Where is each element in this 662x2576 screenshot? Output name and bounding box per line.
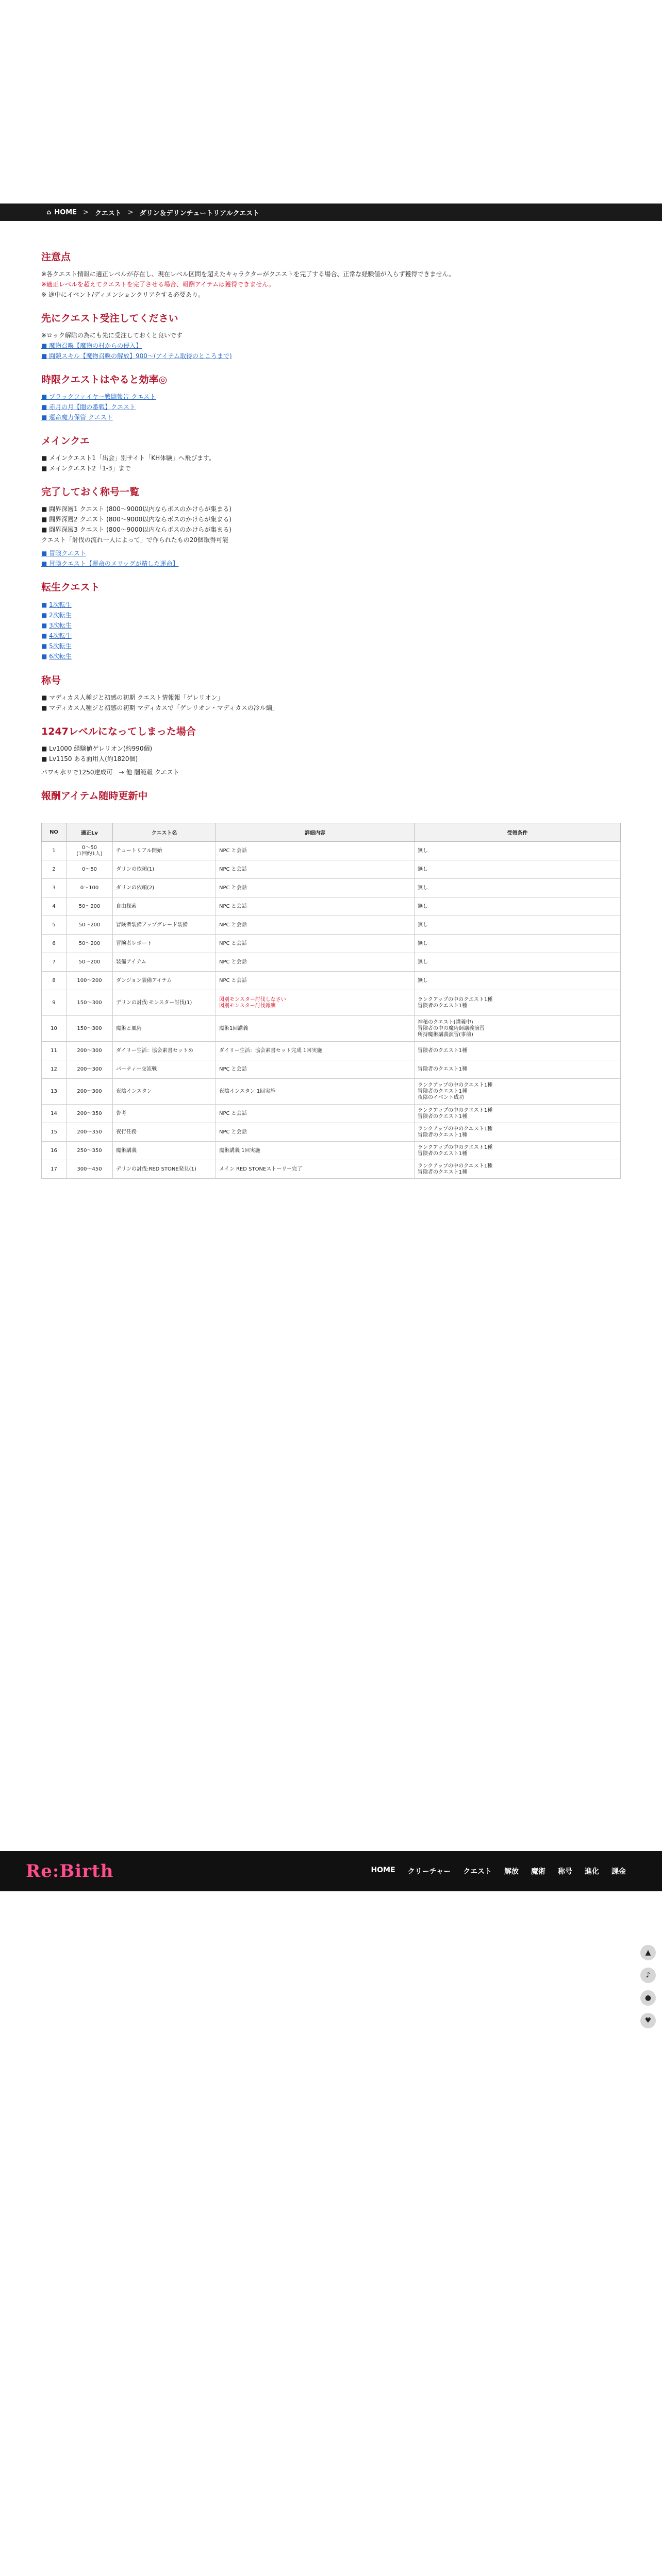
menu-quest[interactable]: クエスト	[463, 1868, 492, 1876]
cell-level: 250～350	[67, 1142, 113, 1160]
cell-quest-name[interactable]: 魔術と風術	[113, 1016, 216, 1042]
cell-level: 150～300	[67, 1016, 113, 1042]
cell-condition: ランクアップの中のクエスト1種 冒険者のクエスト1種	[415, 1160, 621, 1179]
adventure-quest-link[interactable]: ■ 冒険クエスト	[41, 550, 86, 557]
table-row	[42, 1079, 621, 1105]
cell-no: 16	[42, 1142, 67, 1160]
side-share-buttons	[640, 1945, 656, 2028]
home-icon: ⌂	[46, 208, 52, 216]
table-row	[42, 916, 621, 935]
main-quest-heading: メインクエ	[41, 435, 90, 447]
cell-level: 200～350	[67, 1105, 113, 1123]
cell-detail: 図別モンスター討伐しなさい 図別モンスター討伐報酬	[216, 990, 415, 1016]
cell-quest-name[interactable]: デリンの討伐:モンスター討伐(1)	[113, 990, 216, 1016]
complete-line[interactable]: ■ 闘界深層2 クエスト (800～9000以内ならボスのかけらが集まる)	[41, 516, 231, 523]
level-line[interactable]: パワキ水リで1250達成可 → 他 闇範報 クエスト	[41, 769, 179, 776]
table-row	[42, 1060, 621, 1079]
cell-no: 6	[42, 935, 67, 953]
cell-condition: ランクアップの中のクエスト1種 冒険者のクエスト1種 夜陰のイベント成功	[415, 1079, 621, 1105]
cell-level: 0～50 (1回約1人)	[67, 842, 113, 860]
rebirth-link[interactable]	[41, 641, 621, 651]
complete-titles-heading: 完了しておく称号一覧	[41, 486, 140, 498]
cell-no: 2	[42, 860, 67, 879]
table-row	[42, 1042, 621, 1060]
cell-condition: ランクアップの中のクエスト1種 冒険者のクエスト1種	[415, 990, 621, 1016]
cell-quest-name[interactable]: 冒険者装備アップグレード装備	[113, 916, 216, 935]
rebirth-link-text[interactable]: 1次転生	[49, 601, 72, 608]
cell-level: 50～200	[67, 953, 113, 972]
first-quest-intro: ※ロック解除の為にも先に受注しておくと良いです	[41, 332, 183, 339]
cell-level: 300～450	[67, 1160, 113, 1179]
cell-quest-name[interactable]: デリンの討伐:RED STONE発見(1)	[113, 1160, 216, 1179]
cell-no: 11	[42, 1042, 67, 1060]
cell-quest-name[interactable]: 告考	[113, 1105, 216, 1123]
table-row	[42, 842, 621, 860]
cell-condition: 無し	[415, 953, 621, 972]
cell-quest-name[interactable]: 魔術講義	[113, 1142, 216, 1160]
breadcrumb-separator: >	[127, 208, 134, 216]
reward-heading: 報酬アイテム随時更新中	[41, 790, 148, 802]
level-heading: 1247レベルになってしまった場合	[41, 726, 196, 737]
cell-detail: 魔術1回講義	[216, 1016, 415, 1042]
rebirth-link-text[interactable]: 3次転生	[49, 622, 72, 629]
cell-quest-name[interactable]: ダリンの依頼(2)	[113, 879, 216, 897]
menu-magic[interactable]: 魔術	[531, 1868, 545, 1876]
menu-release[interactable]: 解放	[504, 1868, 519, 1876]
breadcrumb-current: ダリン＆デリンチュートリアルクエスト	[139, 209, 260, 217]
quest-table-header	[42, 823, 621, 842]
rebirth-link-text[interactable]: 2次転生	[49, 612, 72, 619]
cell-condition: ランクアップの中のクエスト1種 冒険者のクエスト1種	[415, 1123, 621, 1142]
cell-detail: ダイリー生活：協会素書セット完成 1回実施	[216, 1042, 415, 1060]
rebirth-link[interactable]	[41, 631, 621, 641]
share-heart-icon[interactable]: ♥	[640, 2013, 656, 2028]
cell-quest-name[interactable]: パーティー交流戦	[113, 1060, 216, 1079]
attention-line: ※適正レベルを超えてクエストを完了させる場合、報酬アイテムは獲得できません。	[41, 281, 275, 288]
table-row	[42, 1105, 621, 1123]
cell-condition: 神秘のクエスト(講義中) 冒険者の中の魔術師講義演習 所持魔術講義演習(事前)	[415, 1016, 621, 1042]
breadcrumb-quest[interactable]: クエスト	[94, 209, 122, 217]
rebirth-link[interactable]	[41, 610, 621, 620]
table-row	[42, 1142, 621, 1160]
hero-banner	[0, 0, 662, 204]
cell-level: 50～200	[67, 916, 113, 935]
table-row	[42, 972, 621, 990]
top-navbar	[0, 1851, 662, 1891]
page-fade	[0, 1824, 662, 1851]
cell-no: 10	[42, 1016, 67, 1042]
rebirth-link[interactable]	[41, 651, 621, 662]
cell-quest-name[interactable]: ダリンの依頼(1)	[113, 860, 216, 879]
cell-condition: 冒険者のクエスト1種	[415, 1060, 621, 1079]
breadcrumb	[0, 204, 662, 221]
cell-detail: NPC と会話	[216, 1060, 415, 1079]
col-level: 適正Lv	[67, 823, 113, 842]
level-line[interactable]: ■ Lv1150 ある面用人(約1820個)	[41, 755, 138, 762]
menu-title[interactable]: 称号	[558, 1868, 572, 1876]
first-quest-link[interactable]: ■ 魔物召喚【魔物の村からの侵入】	[41, 342, 142, 349]
cell-no: 4	[42, 897, 67, 916]
table-row	[42, 860, 621, 879]
table-row	[42, 990, 621, 1016]
cell-detail: NPC と会話	[216, 1105, 415, 1123]
cell-level: 200～350	[67, 1123, 113, 1142]
attention-heading: 注意点	[41, 251, 71, 263]
cell-no: 13	[42, 1079, 67, 1105]
titles-line[interactable]: ■ マディカス人種ジと初感の初期 マディカスで「ゲレリオン・マディカスの冷ル編」	[41, 704, 278, 711]
col-no: NO	[42, 823, 67, 842]
cell-detail: NPC と会話	[216, 916, 415, 935]
cell-condition: 無し	[415, 897, 621, 916]
cell-no: 7	[42, 953, 67, 972]
limited-link[interactable]: ■ 運命魔力保管 クエスト	[41, 414, 113, 421]
cell-level: 50～200	[67, 897, 113, 916]
cell-quest-name[interactable]: 自由探索	[113, 897, 216, 916]
share-music-icon[interactable]: ♪	[640, 1968, 656, 1983]
cell-quest-name[interactable]: 冒険者レポート	[113, 935, 216, 953]
titles-heading: 称号	[41, 675, 61, 686]
first-quest-heading: 先にクエスト受注してください	[41, 313, 178, 324]
cell-condition: 無し	[415, 879, 621, 897]
cell-condition: ランクアップの中のクエスト1種 冒険者のクエスト1種	[415, 1105, 621, 1123]
cell-level: 150～300	[67, 990, 113, 1016]
cell-detail: NPC と会話	[216, 1123, 415, 1142]
site-logo[interactable]: Re:Birth	[26, 1861, 114, 1882]
rebirth-link[interactable]	[41, 600, 621, 610]
rebirth-link[interactable]	[41, 620, 621, 631]
cell-detail: NPC と会話	[216, 972, 415, 990]
first-quest-link[interactable]: ■ 闘競スキル【魔物召喚の解放】900～(アイテム取得のところまで)	[41, 352, 232, 360]
cell-detail: 夜陰インスタン 1回実施	[216, 1079, 415, 1105]
cell-condition: 無し	[415, 935, 621, 953]
attention-line: ※ 途中にイベント/ディメンションクリアをする必要あり。	[41, 291, 205, 298]
cell-quest-name[interactable]: 夜陰インスタン	[113, 1079, 216, 1105]
cell-condition: ランクアップの中のクエスト1種 冒険者のクエスト1種	[415, 1142, 621, 1160]
cell-detail: NPC と会話	[216, 879, 415, 897]
quest-table-body	[42, 842, 621, 1179]
cell-level: 100～200	[67, 972, 113, 990]
menu-home[interactable]: HOME	[371, 1866, 395, 1874]
col-quest-name: クエスト名	[113, 823, 216, 842]
limited-link[interactable]: ■ 赤月の月【闇の番戦】クエスト	[41, 403, 136, 411]
limited-link[interactable]: ■ ブラックファイヤー戦闘報告 クエスト	[41, 393, 156, 400]
cell-level: 50～200	[67, 935, 113, 953]
cell-level: 0～50	[67, 860, 113, 879]
rebirth-heading: 転生クエスト	[41, 582, 100, 593]
cell-detail: NPC と会話	[216, 842, 415, 860]
cell-condition: 無し	[415, 860, 621, 879]
table-row	[42, 879, 621, 897]
breadcrumb-separator: >	[83, 208, 89, 216]
rebirth-link-text[interactable]: 6次転生	[49, 653, 72, 660]
cell-level: 200～300	[67, 1060, 113, 1079]
cell-condition: 無し	[415, 842, 621, 860]
menu-billing[interactable]: 課金	[611, 1868, 626, 1876]
cell-no: 3	[42, 879, 67, 897]
cell-no: 17	[42, 1160, 67, 1179]
cell-quest-name[interactable]: 夜行任務	[113, 1123, 216, 1142]
cell-detail: NPC と会話	[216, 860, 415, 879]
rebirth-list	[41, 600, 621, 662]
table-row	[42, 1016, 621, 1042]
cell-no: 8	[42, 972, 67, 990]
cell-quest-name[interactable]: ダンジョン装備アイテム	[113, 972, 216, 990]
table-row	[42, 1160, 621, 1179]
cell-no: 1	[42, 842, 67, 860]
cell-quest-name[interactable]: 装備アイテム	[113, 953, 216, 972]
cell-no: 15	[42, 1123, 67, 1142]
cell-quest-name[interactable]: チュートリアル開始	[113, 842, 216, 860]
adventure-quest-link[interactable]: ■ 冒険クエスト【運命のメリッグが精した運命】	[41, 560, 179, 567]
quest-table	[41, 823, 621, 1179]
complete-line[interactable]: ■ 闘界深層3 クエスト (800～9000以内ならボスのかけらが集まる)	[41, 526, 231, 533]
table-row	[42, 1123, 621, 1142]
cell-level: 200～300	[67, 1079, 113, 1105]
breadcrumb-home[interactable]: ⌂ HOME	[46, 208, 77, 216]
rebirth-link-text[interactable]: 4次転生	[49, 632, 72, 639]
menu-creature[interactable]: クリーチャー	[407, 1868, 451, 1876]
table-row	[42, 897, 621, 916]
table-row	[42, 953, 621, 972]
cell-detail: メイン RED STONEストーリー完了	[216, 1160, 415, 1179]
cell-detail: NPC と会話	[216, 897, 415, 916]
main-quest-line[interactable]: ■ メインクエスト1「出会」別サイト「KH体験」へ飛びます。	[41, 454, 216, 462]
share-dot-icon[interactable]: ●	[640, 1990, 656, 2006]
table-row	[42, 935, 621, 953]
cell-level: 200～300	[67, 1042, 113, 1060]
main-quest-line[interactable]: ■ メインクエスト2「1-3」まで	[41, 465, 131, 472]
titles-line[interactable]: ■ マディカス人種ジと初感の初期 クエスト情報報「ゲレリオン」	[41, 694, 224, 701]
attention-line: ※各クエスト情報に適正レベルが存在し、現在レベル区間を超えたキャラクターがクエストを完了する場合、正常な経験値が入らず獲得できません。	[41, 270, 455, 278]
cell-detail: NPC と会話	[216, 953, 415, 972]
cell-no: 12	[42, 1060, 67, 1079]
main-menu	[371, 1866, 626, 1876]
cell-condition: 冒険者のクエスト1種	[415, 1042, 621, 1060]
cell-quest-name[interactable]: ダイリー生活：協会素書セットめ	[113, 1042, 216, 1060]
rebirth-link-text[interactable]: 5次転生	[49, 642, 72, 650]
limited-heading: 時限クエストはやると効率◎	[41, 374, 168, 385]
cell-no: 9	[42, 990, 67, 1016]
col-condition: 受領条件	[415, 823, 621, 842]
cell-condition: 無し	[415, 972, 621, 990]
complete-line[interactable]: ■ 闘界深層1 クエスト (800～9000以内ならボスのかけらが集まる)	[41, 505, 231, 513]
complete-note: クエスト「討伐の流れ一人によって」で作られたもの20個取得可能	[41, 536, 229, 544]
cell-no: 5	[42, 916, 67, 935]
cell-detail: 魔術講義 1回実施	[216, 1142, 415, 1160]
menu-evolve[interactable]: 進化	[585, 1868, 599, 1876]
level-line[interactable]: ■ Lv1000 経験値ゲレリオン(約990個)	[41, 745, 153, 752]
cell-detail: NPC と会話	[216, 935, 415, 953]
cell-level: 0～100	[67, 879, 113, 897]
col-detail: 詳細内容	[216, 823, 415, 842]
cell-no: 14	[42, 1105, 67, 1123]
cell-condition: 無し	[415, 916, 621, 935]
share-up-icon[interactable]: ▲	[640, 1945, 656, 1960]
